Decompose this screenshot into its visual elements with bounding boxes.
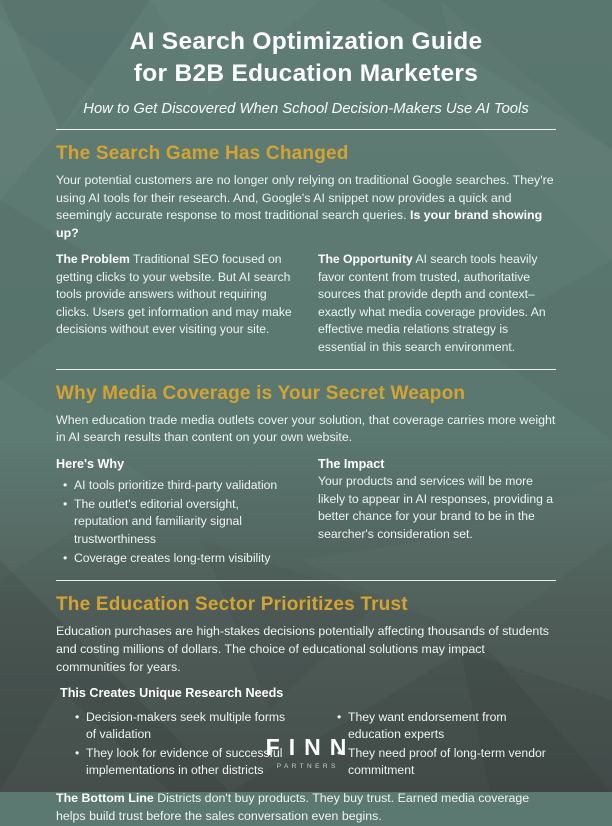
intro-text: Your potential customers are no longer only relying on traditional Google searches. They're using AI tools for their research. And, Google's AI snippet now provides a quick and seemingly accurate response to most traditional search queries. (56, 172, 554, 223)
two-column-row (56, 251, 556, 356)
section-divider (56, 369, 556, 370)
opportunity-column (318, 251, 556, 356)
list-item: • Coverage creates long-term visibility (74, 550, 294, 568)
column-subhead: Here's Why (56, 457, 125, 472)
section-media-coverage (56, 383, 556, 569)
section-heading: The Education Sector Prioritizes Trust (56, 594, 408, 616)
section-intro (56, 172, 556, 243)
column-lead: The Opportunity (318, 252, 413, 267)
finn-logo-partners: PARTNERS (276, 763, 339, 770)
page-title-line-1: AI Search Optimization Guide (129, 28, 483, 55)
section-heading: Why Media Coverage is Your Secret Weapon (56, 382, 466, 404)
section-search-game (56, 143, 556, 357)
column-text: Your products and services will be more likely to appear in AI responses, providing a better chance for your brand to be in the searcher's consideration set. (318, 474, 554, 542)
list-item: • They need proof of long-term vendor commitment (348, 745, 556, 780)
column-text: Traditional SEO focused on getting clicks to your website. But AI search tools provide answers without requiring clicks. Users get information and may make decisions without ever visiting your site. (56, 252, 292, 337)
list-item: • They want endorsement from education experts (348, 709, 556, 744)
section-divider (56, 580, 556, 581)
column-lead: The Problem (56, 252, 130, 267)
heres-why-column (56, 455, 294, 568)
page-subtitle: How to Get Discovered When School Decision-Makers Use AI Tools (83, 100, 529, 117)
list-item: • The outlet's editorial oversight, reputation and familiarity signal trustworthiness (74, 496, 294, 549)
section-heading: The Search Game Has Changed (56, 142, 349, 164)
page-title (56, 26, 556, 90)
bullet-list (56, 477, 294, 567)
bottom-line-text: Districts don't buy products. They buy trust. Earned media coverage helps build trust before the sales conversation even begins. (56, 790, 530, 823)
finn-logo: FINN (265, 734, 356, 760)
section-intro: Education purchases are high-stakes decisions potentially affecting thousands of students and costing millions of dollars. The choice of educational solutions may impact communities for years. (56, 624, 549, 674)
impact-column (318, 455, 556, 568)
footer (0, 734, 612, 770)
section-education-trust (56, 594, 556, 826)
two-column-row (56, 455, 556, 568)
list-item: • Decision-makers seek multiple forms of validation (86, 709, 294, 744)
column-text: AI search tools heavily favor content from trusted, authoritative sources that provide depth and context–exactly what media coverage provides. An effective media relations strategy is essential in this search environment. (318, 252, 546, 354)
header-divider (56, 129, 556, 130)
list-item: • AI tools prioritize third-party validation (74, 477, 294, 495)
section-intro: When education trade media outlets cover your solution, that coverage carries more weight in AI search results than content on your own website. (56, 412, 556, 445)
problem-column (56, 251, 294, 356)
bottom-line (56, 790, 556, 826)
intro-emphasis: Is your brand showing up? (56, 208, 543, 241)
list-item: • They look for evidence of successful implementations in other districts (86, 745, 294, 780)
bottom-line-lead: The Bottom Line (56, 790, 154, 805)
column-subhead: The Impact (318, 457, 385, 472)
research-needs-subhead: This Creates Unique Research Needs (60, 685, 284, 700)
page-title-line-2: for B2B Education Marketers (133, 59, 479, 87)
